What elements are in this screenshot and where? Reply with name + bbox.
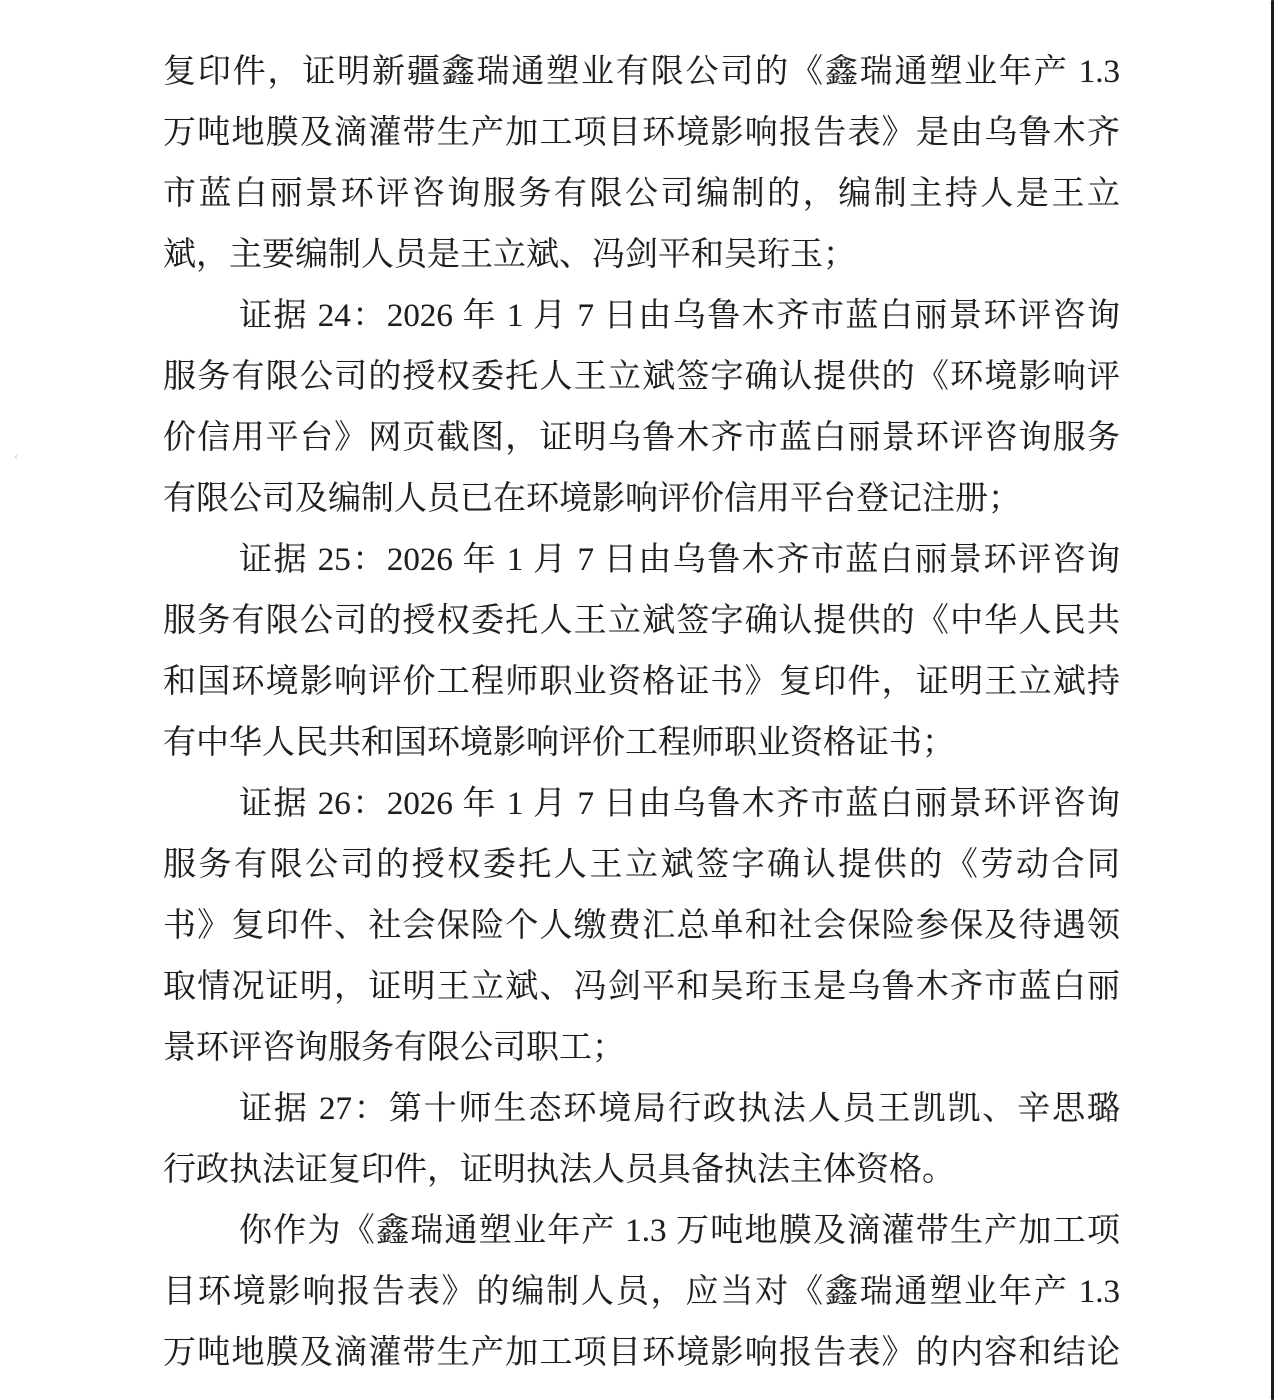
text-line: 复印件，证明新疆鑫瑞通塑业有限公司的《鑫瑞通塑业年产 1.3 — [163, 54, 1120, 90]
text-line: 斌，主要编制人员是王立斌、冯剑平和吴珩玉； — [163, 237, 856, 273]
paragraph-continuation-evidence-23 — [163, 42, 1120, 286]
text-line: 证据 25：2026 年 1 月 7 日由乌鲁木齐市蓝白丽景环评咨询 — [239, 542, 1120, 578]
paragraph-evidence-27 — [163, 1079, 1120, 1201]
text-line: 服务有限公司的授权委托人王立斌签字确认提供的《劳动合同 — [163, 847, 1120, 883]
text-line: 万吨地膜及滴灌带生产加工项目环境影响报告表》是由乌鲁木齐 — [163, 115, 1120, 151]
text-line: 和国环境影响评价工程师职业资格证书》复印件，证明王立斌持 — [163, 664, 1120, 700]
text-line: 服务有限公司的授权委托人王立斌签字确认提供的《中华人民共 — [163, 603, 1120, 639]
text-line: 行政执法证复印件，证明执法人员具备执法主体资格。 — [163, 1152, 955, 1188]
text-line: 取情况证明，证明王立斌、冯剑平和吴珩玉是乌鲁木齐市蓝白丽 — [163, 969, 1120, 1005]
scanner-edge-artifact — [1271, 0, 1274, 1400]
text-line: 景环评咨询服务有限公司职工； — [163, 1030, 625, 1066]
text-line: 有中华人民共和国环境影响评价工程师职业资格证书； — [163, 725, 955, 761]
text-line: 目环境影响报告表》的编制人员，应当对《鑫瑞通塑业年产 1.3 — [163, 1274, 1120, 1310]
paragraph-evidence-24 — [163, 286, 1120, 530]
text-line: 你作为《鑫瑞通塑业年产 1.3 万吨地膜及滴灌带生产加工项 — [239, 1213, 1120, 1249]
paragraph-evidence-25 — [163, 530, 1120, 774]
document-body — [163, 42, 1120, 1384]
text-line: 市蓝白丽景环评咨询服务有限公司编制的，编制主持人是王立 — [163, 176, 1120, 212]
text-line: 书》复印件、社会保险个人缴费汇总单和社会保险参保及待遇领 — [163, 908, 1120, 944]
text-line: 万吨地膜及滴灌带生产加工项目环境影响报告表》的内容和结论 — [163, 1335, 1120, 1371]
text-line: 证据 26：2026 年 1 月 7 日由乌鲁木齐市蓝白丽景环评咨询 — [239, 786, 1120, 822]
text-line: 服务有限公司的授权委托人王立斌签字确认提供的《环境影响评 — [163, 359, 1120, 395]
paragraph-closing-statement — [163, 1201, 1120, 1384]
text-line: 价信用平台》网页截图，证明乌鲁木齐市蓝白丽景环评咨询服务 — [163, 420, 1120, 456]
paragraph-evidence-26 — [163, 774, 1120, 1079]
scan-speckle: ‹ — [14, 448, 19, 463]
text-line: 证据 24：2026 年 1 月 7 日由乌鲁木齐市蓝白丽景环评咨询 — [239, 298, 1120, 334]
text-line: 有限公司及编制人员已在环境影响评价信用平台登记注册； — [163, 481, 1021, 517]
text-line: 证据 27：第十师生态环境局行政执法人员王凯凯、辛思璐 — [239, 1091, 1120, 1127]
